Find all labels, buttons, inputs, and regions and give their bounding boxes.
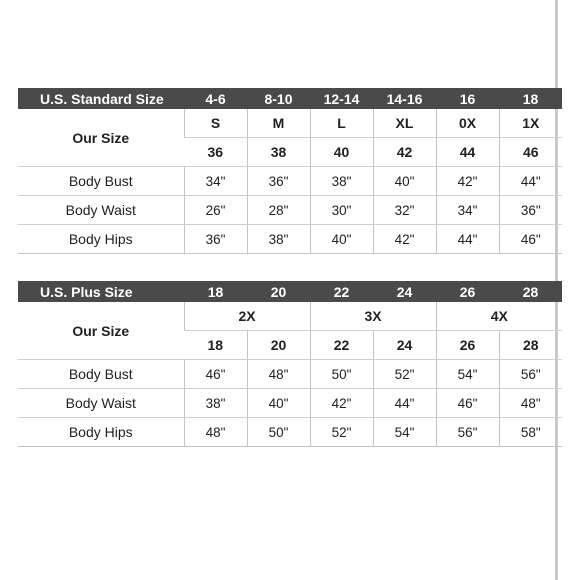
plus-value-cell: 38" <box>184 389 247 418</box>
plus-group-cell: 2X <box>184 302 310 331</box>
standard-value-cell: 36" <box>499 196 562 225</box>
standard-header-cell: 16 <box>436 88 499 109</box>
standard-value-cell: 44" <box>499 167 562 196</box>
standard-value-cell: 28" <box>247 196 310 225</box>
standard-value-cell: 36" <box>247 167 310 196</box>
plus-value-cell: 50" <box>247 418 310 447</box>
plus-header-cell: 22 <box>310 281 373 302</box>
standard-number-cell: 40 <box>310 138 373 167</box>
plus-value-cell: 58" <box>499 418 562 447</box>
plus-value-cell: 46" <box>436 389 499 418</box>
plus-value-cell: 56" <box>436 418 499 447</box>
standard-bust-row <box>18 167 562 196</box>
plus-number-cell: 20 <box>247 331 310 360</box>
plus-value-cell: 42" <box>310 389 373 418</box>
plus-header-cell: 28 <box>499 281 562 302</box>
plus-number-cell: 24 <box>373 331 436 360</box>
standard-header-cell: 18 <box>499 88 562 109</box>
plus-group-cell: 3X <box>310 302 436 331</box>
standard-value-cell: 38" <box>310 167 373 196</box>
plus-value-cell: 48" <box>499 389 562 418</box>
plus-value-cell: 52" <box>310 418 373 447</box>
plus-value-cell: 44" <box>373 389 436 418</box>
standard-value-cell: 40" <box>310 225 373 254</box>
standard-header-cell: 4-6 <box>184 88 247 109</box>
standard-header-row <box>18 88 562 109</box>
standard-number-cell: 38 <box>247 138 310 167</box>
plus-value-cell: 56" <box>499 360 562 389</box>
plus-value-cell: 54" <box>436 360 499 389</box>
standard-header-cell: 14-16 <box>373 88 436 109</box>
standard-number-cell: 36 <box>184 138 247 167</box>
plus-group-row <box>18 302 562 331</box>
plus-number-cell: 26 <box>436 331 499 360</box>
plus-bust-row <box>18 360 562 389</box>
standard-value-cell: 34" <box>184 167 247 196</box>
plus-header-cell: 20 <box>247 281 310 302</box>
standard-header-title: U.S. Standard Size <box>18 88 184 109</box>
plus-value-cell: 40" <box>247 389 310 418</box>
plus-hips-row <box>18 418 562 447</box>
standard-letter-cell: L <box>310 109 373 138</box>
standard-letter-cell: S <box>184 109 247 138</box>
standard-value-cell: 40" <box>373 167 436 196</box>
plus-size-table <box>18 281 562 447</box>
standard-row-label: Body Waist <box>18 196 184 225</box>
standard-letter-cell: 0X <box>436 109 499 138</box>
standard-letter-cell: XL <box>373 109 436 138</box>
plus-value-cell: 54" <box>373 418 436 447</box>
standard-value-cell: 42" <box>373 225 436 254</box>
plus-header-cell: 18 <box>184 281 247 302</box>
plus-number-cell: 28 <box>499 331 562 360</box>
plus-header-title: U.S. Plus Size <box>18 281 184 302</box>
standard-value-cell: 46" <box>499 225 562 254</box>
standard-header-cell: 8-10 <box>247 88 310 109</box>
plus-number-cell: 22 <box>310 331 373 360</box>
standard-value-cell: 36" <box>184 225 247 254</box>
plus-value-cell: 46" <box>184 360 247 389</box>
plus-row-label: Body Waist <box>18 389 184 418</box>
standard-number-cell: 44 <box>436 138 499 167</box>
standard-letter-cell: 1X <box>499 109 562 138</box>
plus-value-cell: 52" <box>373 360 436 389</box>
plus-value-cell: 50" <box>310 360 373 389</box>
plus-value-cell: 48" <box>184 418 247 447</box>
standard-value-cell: 30" <box>310 196 373 225</box>
standard-value-cell: 32" <box>373 196 436 225</box>
standard-value-cell: 42" <box>436 167 499 196</box>
plus-waist-row <box>18 389 562 418</box>
standard-letter-cell: M <box>247 109 310 138</box>
standard-waist-row <box>18 196 562 225</box>
standard-hips-row <box>18 225 562 254</box>
standard-value-cell: 34" <box>436 196 499 225</box>
standard-letter-row <box>18 109 562 138</box>
standard-number-cell: 42 <box>373 138 436 167</box>
standard-row-label: Body Bust <box>18 167 184 196</box>
plus-row-label: Body Hips <box>18 418 184 447</box>
plus-header-row <box>18 281 562 302</box>
standard-size-table <box>18 88 562 254</box>
standard-our-size-label: Our Size <box>18 109 184 167</box>
plus-row-label: Body Bust <box>18 360 184 389</box>
plus-our-size-label: Our Size <box>18 302 184 360</box>
plus-header-cell: 24 <box>373 281 436 302</box>
plus-number-cell: 18 <box>184 331 247 360</box>
plus-group-cell: 4X <box>436 302 562 331</box>
plus-header-cell: 26 <box>436 281 499 302</box>
standard-value-cell: 44" <box>436 225 499 254</box>
standard-value-cell: 26" <box>184 196 247 225</box>
plus-value-cell: 48" <box>247 360 310 389</box>
standard-number-cell: 46 <box>499 138 562 167</box>
standard-value-cell: 38" <box>247 225 310 254</box>
standard-row-label: Body Hips <box>18 225 184 254</box>
standard-header-cell: 12-14 <box>310 88 373 109</box>
